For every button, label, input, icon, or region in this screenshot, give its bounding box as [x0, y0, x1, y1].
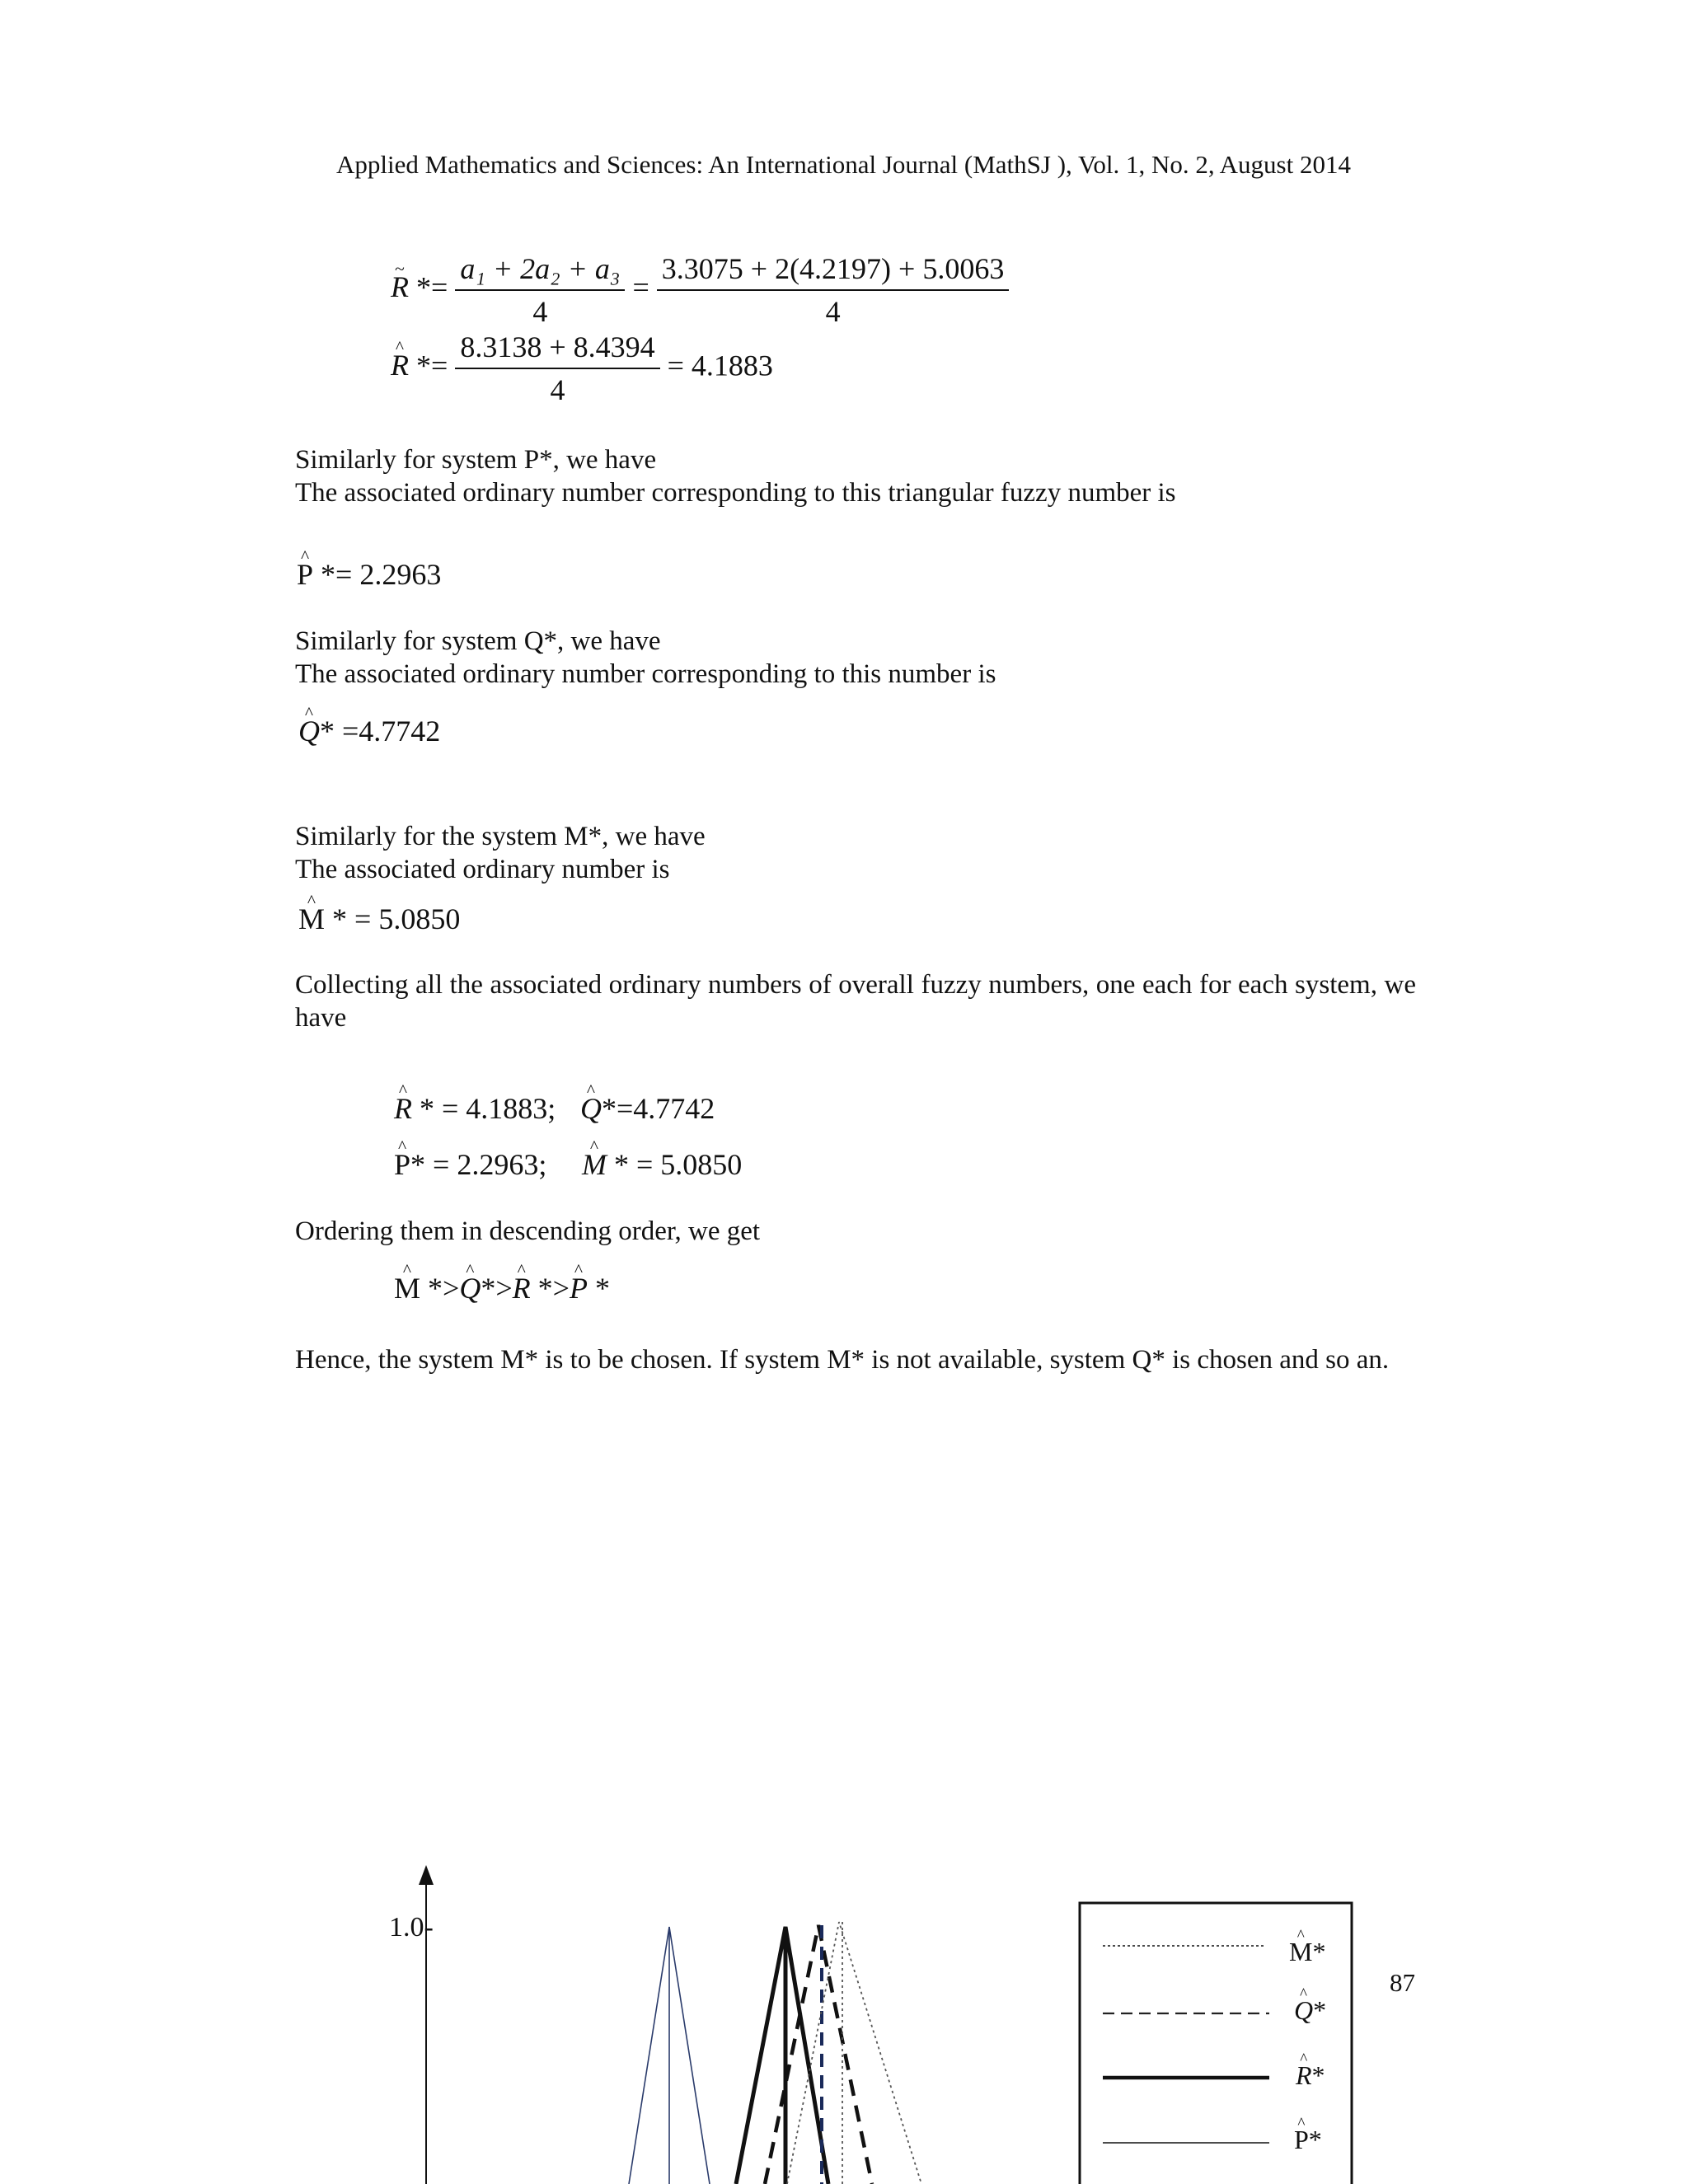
q-star-symbol: ^ Q: [580, 1091, 602, 1126]
fraction-denominator: 4: [532, 295, 548, 328]
result-value: = 4.1883: [667, 349, 773, 382]
m-star-number: * = 5.0850: [607, 1148, 743, 1181]
ordering-intro: Ordering them in descending order, we get: [295, 1216, 761, 1246]
q-intro-line-2: The associated ordinary number corresponding to this number is: [295, 659, 996, 689]
legend-r-star: *: [1311, 2060, 1325, 2090]
p-star-number: *= 2.2963: [313, 558, 442, 591]
r-star-symbol: ^ R: [391, 348, 409, 382]
collecting-paragraph: Collecting all the associated ordinary numbers of overall fuzzy numbers, one each for each system, we have: [295, 970, 1416, 1033]
q-star-number: *=4.7742: [602, 1092, 715, 1125]
r-star-symbol: ~ R: [391, 269, 409, 304]
legend-label-p: [1294, 2125, 1322, 2155]
fraction-numerator: a₁ + 2a₂ + a₃: [455, 251, 625, 291]
greater-than: *>: [481, 1272, 513, 1305]
m-star-symbol: ^ M: [582, 1147, 607, 1182]
m-star-symbol: ^ M: [298, 902, 325, 936]
y-axis-arrow-icon: [419, 1865, 434, 1885]
journal-header: Applied Mathematics and Sciences: An International Journal (MathSJ ), Vol. 1, No. 2, August 2014: [336, 150, 1351, 179]
conclusion-paragraph: Hence, the system M* is to be chosen. If system M* is not available, system Q* is chosen and so an.: [295, 1345, 1390, 1375]
r-star-symbol: ^ R: [513, 1271, 531, 1305]
q-star-symbol: ^ Q: [459, 1271, 481, 1305]
m-star-symbol: ^ M: [394, 1271, 420, 1305]
fraction-numerator: 3.3075 + 2(4.2197) + 5.0063: [657, 251, 1010, 291]
m-star-number: * = 5.0850: [325, 902, 461, 935]
legend-q-star: *: [1313, 1995, 1327, 2025]
greater-than: *>: [530, 1272, 570, 1305]
equals-sign: =: [632, 270, 649, 304]
m-intro-line-2: The associated ordinary number is: [295, 855, 670, 884]
q-star-symbol: ^ Q: [298, 714, 320, 748]
equals-sign: *=: [409, 270, 448, 304]
q-star-curve: [765, 1925, 872, 2184]
legend-p-symbol: ^ P: [1294, 2125, 1309, 2155]
fraction-denominator: 4: [550, 373, 565, 406]
m-intro-line-1: Similarly for the system M*, we have: [295, 822, 706, 851]
r-star-symbol: ^ R: [394, 1091, 412, 1126]
r-star-number: * = 4.1883;: [412, 1092, 556, 1125]
fraction-numerator: 8.3138 + 8.4394: [455, 330, 659, 369]
legend-label-q: [1294, 1995, 1326, 2026]
legend-q-symbol: ^ Q: [1294, 1995, 1313, 2026]
legend-label-m: [1289, 1937, 1325, 1967]
equals-sign: *=: [409, 349, 448, 382]
fraction-denominator: 4: [825, 295, 841, 328]
legend-m-symbol: ^ M: [1289, 1937, 1312, 1967]
legend-r-symbol: ^ R: [1296, 2060, 1312, 2091]
legend-p-star: *: [1308, 2125, 1322, 2154]
legend-m-star: *: [1312, 1937, 1326, 1966]
p-intro-line-2: The associated ordinary number corresponding to this triangular fuzzy number is: [295, 478, 1176, 508]
p-star-symbol: ^ P: [297, 557, 313, 592]
legend-label-r: [1296, 2060, 1325, 2091]
p-star-symbol: ^ P: [570, 1271, 588, 1305]
page-number: 87: [1390, 1968, 1415, 1997]
p-star-number: * = 2.2963;: [410, 1148, 547, 1181]
q-intro-line-1: Similarly for system Q*, we have: [295, 626, 661, 656]
p-intro-line-1: Similarly for system P*, we have: [295, 445, 657, 475]
star: *: [587, 1272, 610, 1305]
q-star-number: * =4.7742: [320, 715, 441, 748]
p-star-symbol: ^ P: [394, 1147, 410, 1182]
r-star-curve: [736, 1927, 828, 2184]
greater-than: *>: [420, 1272, 460, 1305]
y-tick-label: 1.0-: [389, 1912, 434, 1943]
